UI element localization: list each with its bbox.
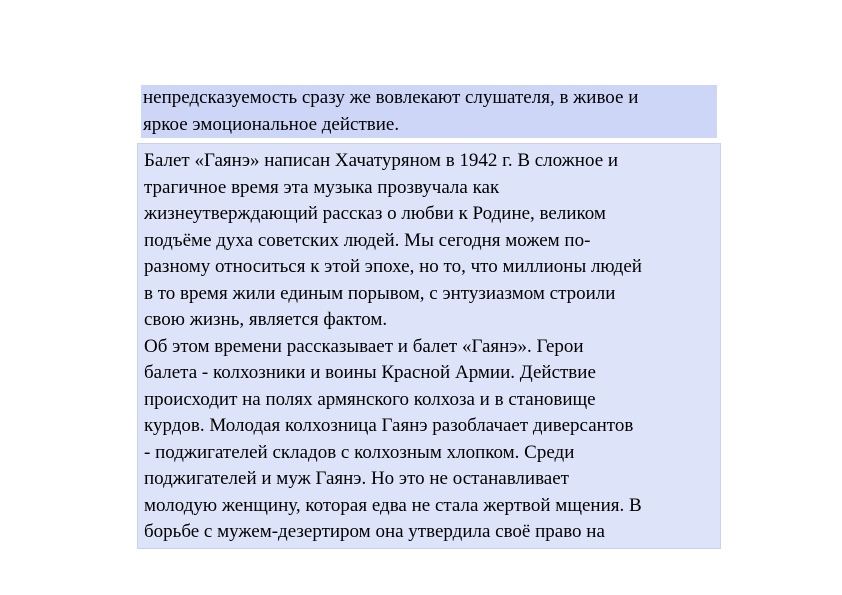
text-line: Об этом времени рассказывает и балет «Гаянэ». Герои [144, 335, 584, 357]
text-line: молодую женщину, которая едва не стала жертвой мщения. В [144, 494, 642, 516]
text-line: разному относиться к этой эпохе, но то, что миллионы людей [144, 256, 642, 277]
text-block-top [141, 85, 717, 138]
text-line: трагичное время эта музыка прозвучала как [144, 176, 500, 198]
text-line: курдов. Молодая колхозница Гаянэ разоблачает диверсантов [144, 415, 634, 436]
text-block-main [137, 143, 721, 549]
text-line: свою жизнь, является фактом. [144, 309, 388, 330]
text-line: непредсказуемость сразу же вовлекают слушателя, в живое и [143, 87, 639, 108]
text-line: происходит на полях армянского колхоза и в становище [144, 388, 596, 410]
text-line: балета - колхозники и воины Красной Армии. Действие [144, 362, 596, 383]
text-line: борьбе с мужем-дезертиром она утвердила своё право на [144, 521, 605, 542]
text-line: подъёме духа советских людей. Мы сегодня можем по- [144, 229, 591, 251]
text-line: в то время жили единым порывом, с энтузиазмом строили [144, 282, 616, 304]
text-line: поджигателей и муж Гаянэ. Но это не останавливает [144, 468, 569, 489]
text-line: яркое эмоциональное действие. [143, 113, 400, 135]
text-line: жизнеутверждающий рассказ о любви к Родине, великом [144, 203, 606, 224]
text-line: Балет «Гаянэ» написан Хачатуряном в 1942 г. В сложное и [144, 150, 619, 171]
text-line: - поджигателей складов с колхозным хлопком. Среди [144, 441, 575, 463]
